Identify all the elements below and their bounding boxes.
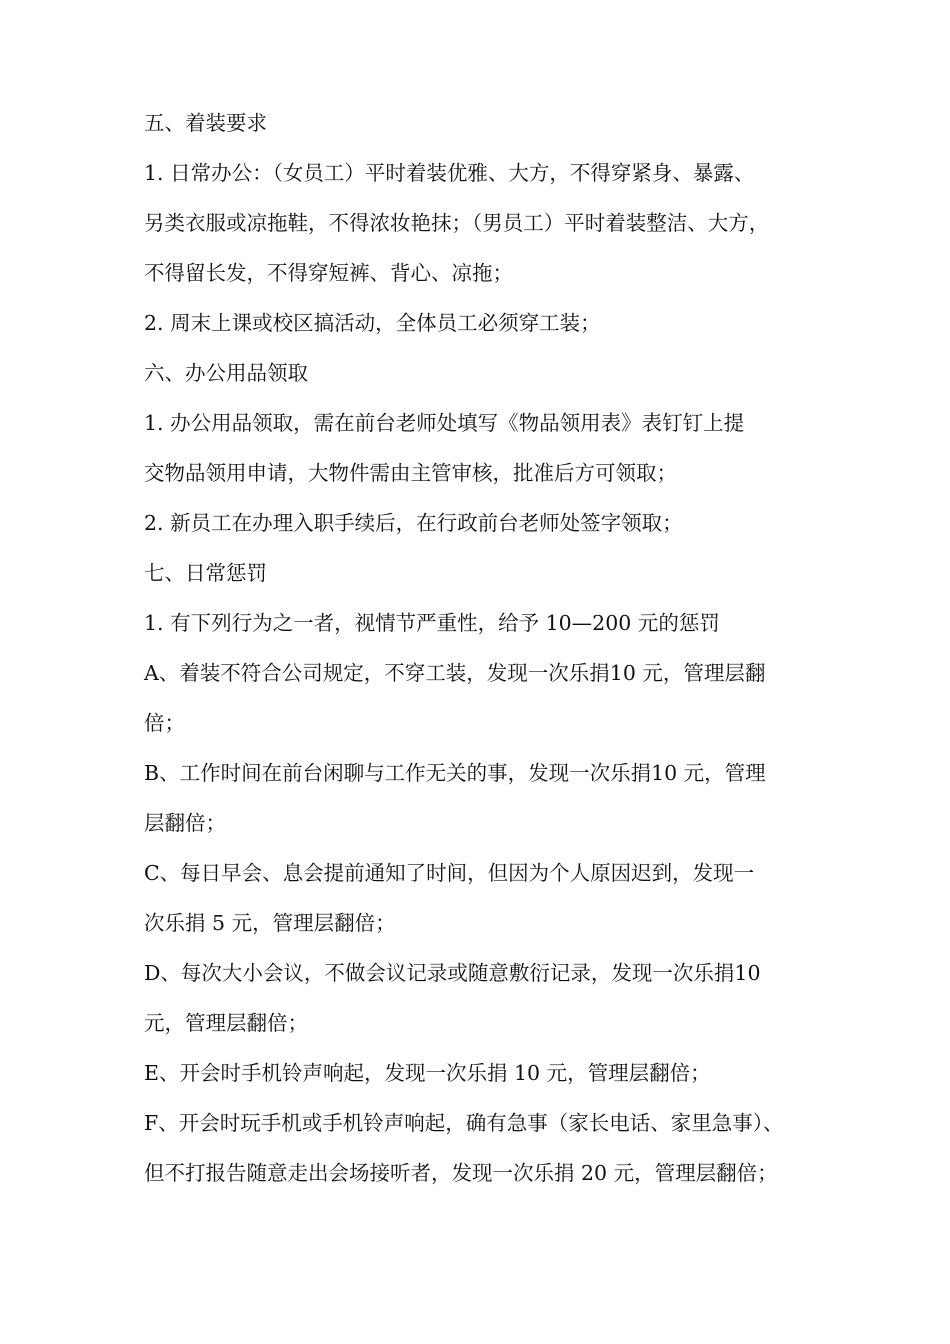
paragraph-line: 1. 有下列行为之一者，视情节严重性，给予 10—200 元的惩罚	[144, 611, 720, 635]
paragraph-line: 1. 办公用品领取，需在前台老师处填写《物品领用表》表钉钉上提	[144, 411, 745, 435]
paragraph-line: 不得留长发，不得穿短裤、背心、凉拖；	[144, 261, 513, 285]
paragraph-line: 交物品领用申请，大物件需由主管审核，批准后方可领取；	[144, 461, 677, 485]
paragraph-line: 2. 周末上课或校区搞活动，全体员工必须穿工装；	[144, 311, 601, 335]
paragraph-line: D、每次大小会议，不做会议记录或随意敷衍记录，发现一次乐捐10	[144, 961, 761, 985]
paragraph-line: F、开会时玩手机或手机铃声响起，确有急事（家长电话、家里急事）、	[144, 1111, 784, 1135]
paragraph-line: 2. 新员工在办理入职手续后，在行政前台老师处签字领取；	[144, 511, 683, 535]
section-heading-dress-code: 五、着装要求	[144, 111, 267, 135]
paragraph-line: 元，管理层翻倍；	[144, 1011, 308, 1035]
paragraph-line: 但不打报告随意走出会场接听者，发现一次乐捐 20 元，管理层翻倍；	[144, 1161, 778, 1185]
document-body	[144, 98, 816, 1198]
paragraph-line: A、着装不符合公司规定，不穿工装，发现一次乐捐10 元，管理层翻	[144, 661, 766, 685]
paragraph-line: 1. 日常办公：（女员工）平时着装优雅、大方，不得穿紧身、暴露、	[144, 161, 755, 185]
paragraph-line: B、工作时间在前台闲聊与工作无关的事，发现一次乐捐10 元，管理	[144, 761, 766, 785]
section-heading-penalties: 七、日常惩罚	[144, 561, 267, 585]
paragraph-line: 层翻倍；	[144, 811, 226, 835]
paragraph-line: 另类衣服或凉拖鞋，不得浓妆艳抹；（男员工）平时着装整洁、大方，	[144, 211, 770, 235]
paragraph-line: 倍；	[144, 711, 185, 735]
paragraph-line: 次乐捐 5 元，管理层翻倍；	[144, 911, 396, 935]
section-heading-office-supplies: 六、办公用品领取	[144, 361, 308, 385]
paragraph-line: C、每日早会、息会提前通知了时间，但因为个人原因迟到，发现一	[144, 861, 755, 885]
paragraph-line: E、开会时手机铃声响起，发现一次乐捐 10 元，管理层翻倍；	[144, 1061, 711, 1085]
